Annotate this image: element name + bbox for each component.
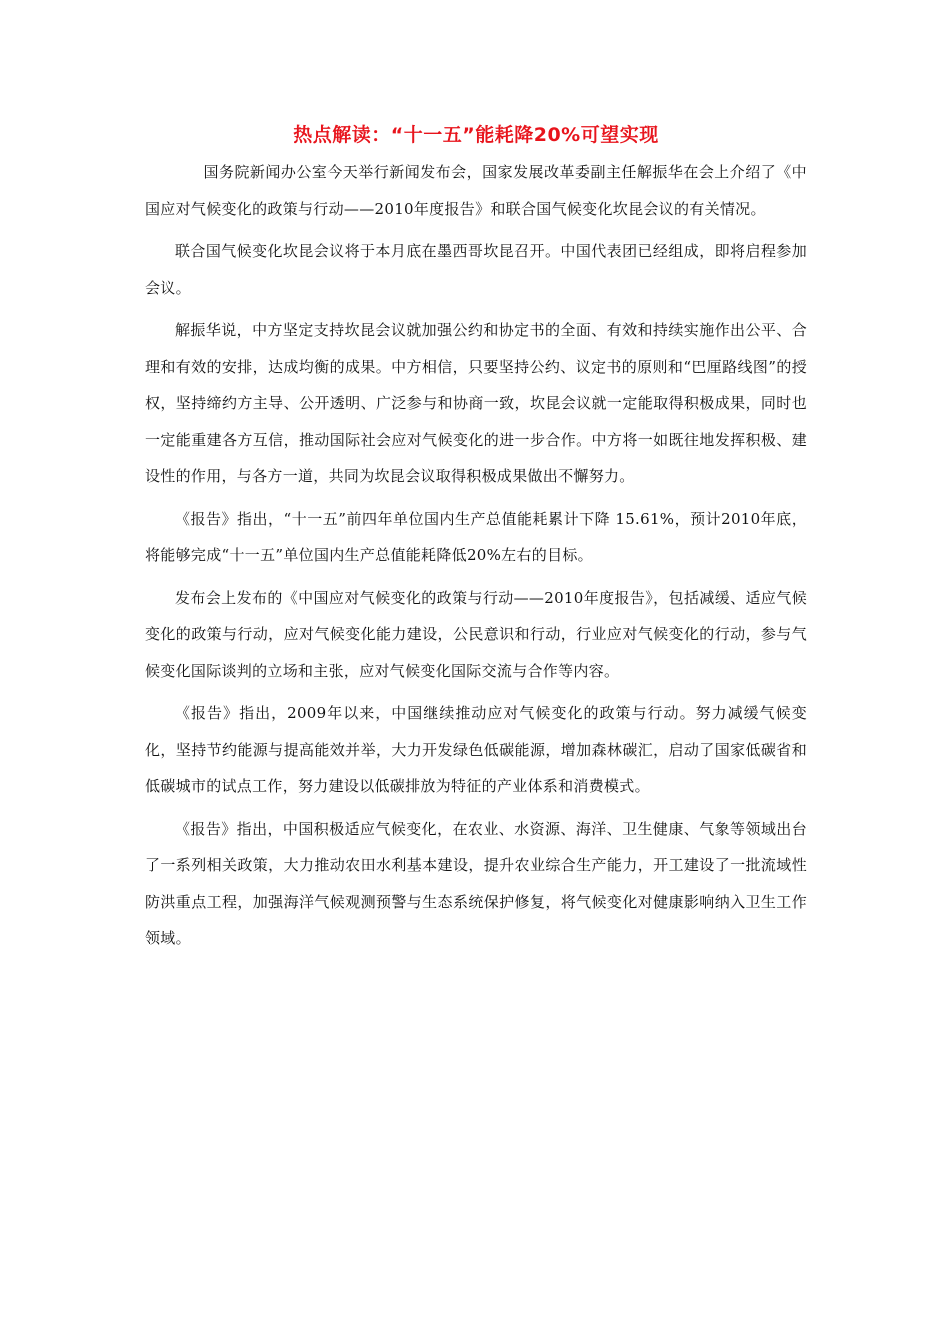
- paragraph-intro: 国务院新闻办公室今天举行新闻发布会，国家发展改革委副主任解振华在会上介绍了《中国应对气候变化的政策与行动——2010年度报告》和联合国气候变化坎昆会议的有关情况。: [145, 163, 807, 218]
- paragraph-mitigation: 《报告》指出，2009年以来，中国继续推动应对气候变化的政策与行动。努力减缓气候变化，坚持节约能源与提高能效并举，大力开发绿色低碳能源，增加森林碳汇，启动了国家低碳省和低碳城市的试点工作，努力建设以低碳排放为特征的产业体系和消费模式。: [145, 704, 807, 795]
- paragraph-cancun-meeting: 联合国气候变化坎昆会议将于本月底在墨西哥坎昆召开。中国代表团已经组成，即将启程参加会议。: [145, 242, 807, 297]
- document-page: [145, 118, 807, 963]
- article-title: 热点解读：“十一五”能耗降20%可望实现: [293, 124, 659, 146]
- paragraph-xie-zhenhua-remarks: 解振华说，中方坚定支持坎昆会议就加强公约和协定书的全面、有效和持续实施作出公平、合理和有效的安排，达成均衡的成果。中方相信，只要坚持公约、议定书的原则和“巴厘路线图”的授权，坚持缔约方主导、公开透明、广泛参与和协商一致，坎昆会议就一定能取得积极成果，同时也一定能重建各方互信，推动国际社会应对气候变化的进一步合作。中方将一如既往地发挥积极、建设性的作用，与各方一道，共同为坎昆会议取得积极成果做出不懈努力。: [145, 321, 807, 485]
- paragraph-adaptation: 《报告》指出，中国积极适应气候变化，在农业、水资源、海洋、卫生健康、气象等领域出台了一系列相关政策，大力推动农田水利基本建设，提升农业综合生产能力，开工建设了一批流域性防洪重点工程，加强海洋气候观测预警与生态系统保护修复，将气候变化对健康影响纳入卫生工作领域。: [145, 819, 807, 947]
- paragraph-energy-target: 《报告》指出，“十一五”前四年单位国内生产总值能耗累计下降 15.61%，预计2010年底，将能够完成“十一五”单位国内生产总值能耗降低20%左右的目标。: [145, 509, 807, 564]
- paragraph-report-contents: 发布会上发布的《中国应对气候变化的政策与行动——2010年度报告》，包括减缓、适应气候变化的政策与行动，应对气候变化能力建设，公民意识和行动，行业应对气候变化的行动，参与气候变化国际谈判的立场和主张，应对气候变化国际交流与合作等内容。: [145, 588, 807, 680]
